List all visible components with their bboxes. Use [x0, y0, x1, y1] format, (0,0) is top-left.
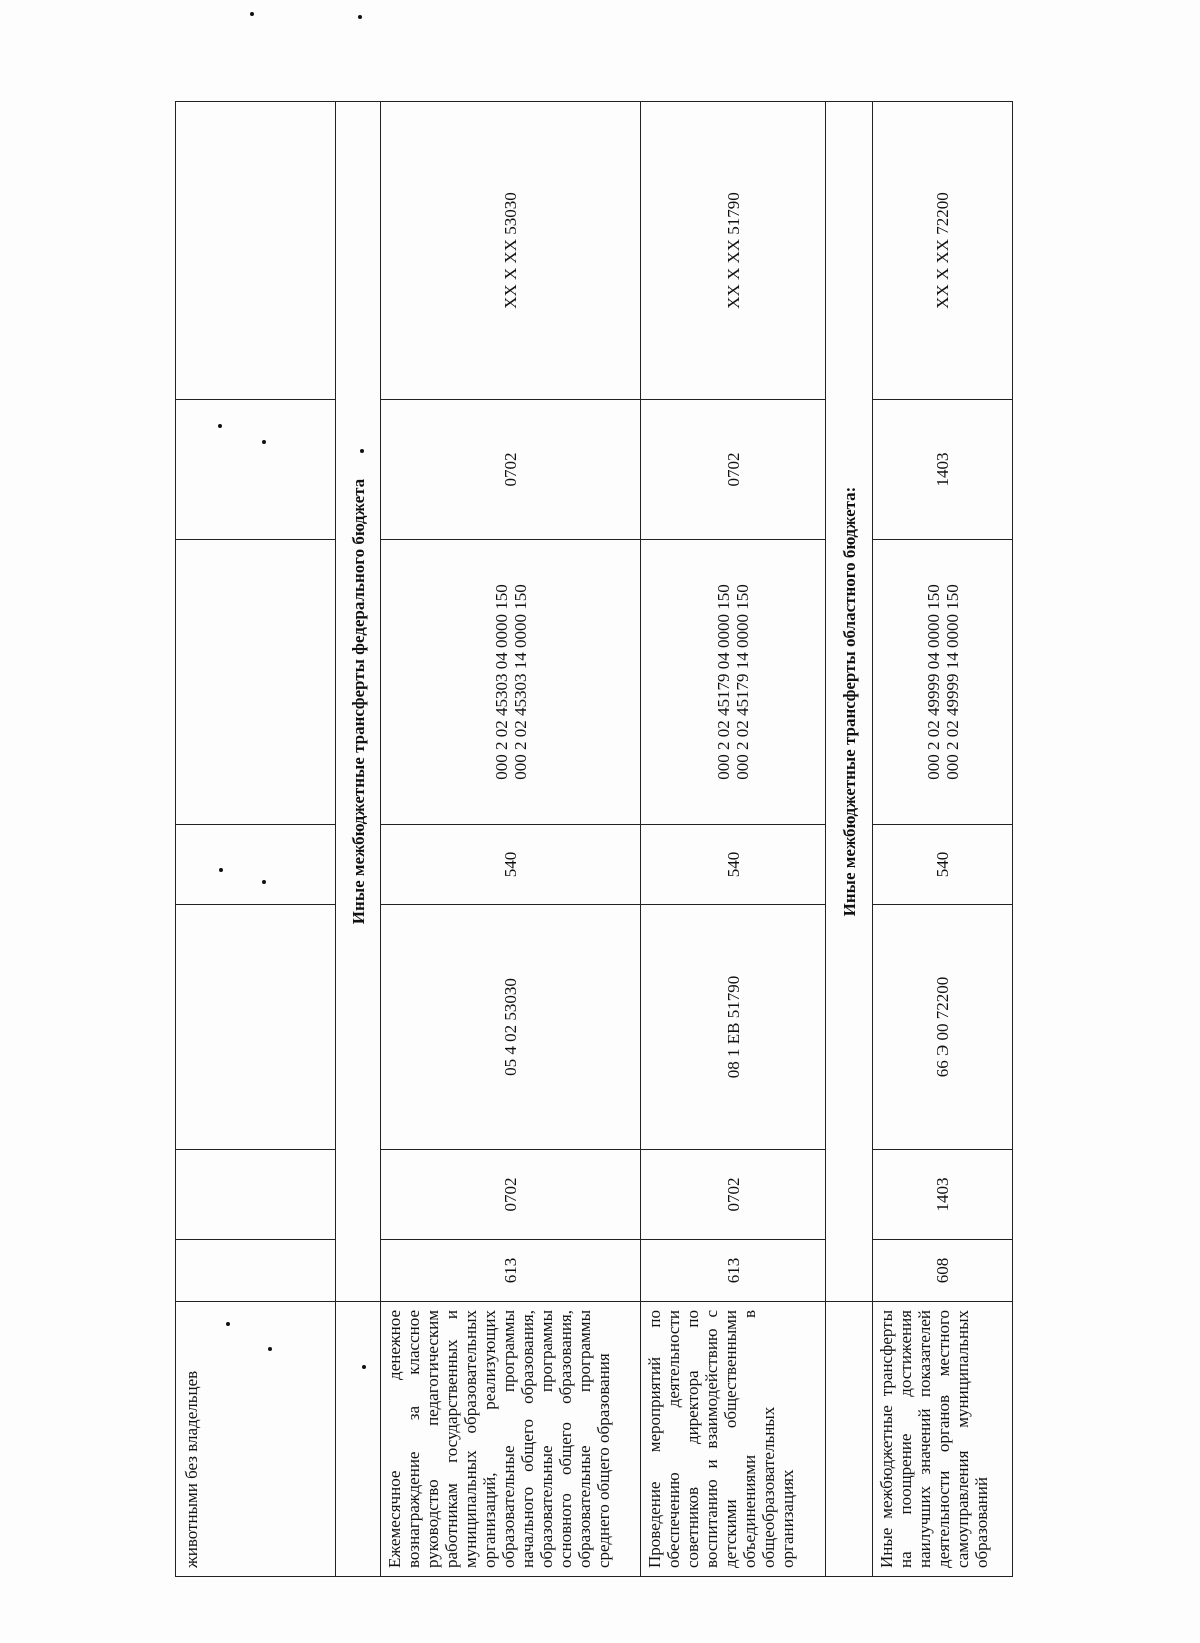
- table-row: [381, 102, 641, 1577]
- table-row: [641, 102, 826, 1577]
- row-grbs: 613: [641, 1240, 826, 1302]
- scan-speck: [250, 12, 254, 16]
- continuation-row: [176, 102, 336, 1577]
- row-description: Иные межбюджетные трансферты на поощрение достижения наилучших значений показателей деятельности органов местного самоуправления муниципальных образований: [873, 1302, 1013, 1577]
- empty-cell: [176, 905, 336, 1150]
- row-section: 0702: [641, 1150, 826, 1240]
- section-title: Иные межбюджетные трансферты федерального бюджета: [336, 102, 381, 1302]
- row-income-codes: [381, 540, 641, 825]
- section-empty-cell: [826, 1302, 873, 1577]
- row-grbs: 608: [873, 1240, 1013, 1302]
- row-section-2: 0702: [381, 400, 641, 540]
- transfers-table: [175, 101, 1013, 1577]
- table-row: [873, 102, 1013, 1577]
- row-code-2: 000 2 02 49999 14 0000 150: [942, 584, 962, 780]
- row-income-codes: [873, 540, 1013, 825]
- row-kod: XX X XX 53030: [381, 102, 641, 400]
- scan-speck: [358, 15, 362, 19]
- row-target: 08 1 ЕВ 51790: [641, 905, 826, 1150]
- row-kod: XX X XX 51790: [641, 102, 826, 400]
- empty-cell: [176, 102, 336, 400]
- rotated-table-wrapper: [175, 102, 1012, 1577]
- section-row: [336, 102, 381, 1577]
- row-description: Проведение мероприятий по обеспечению деятельности советников директора по воспитанию и взаимодействию с детскими общественными объединениями в общеобразовательных организациях: [641, 1302, 826, 1577]
- row-code-1: 000 2 02 49999 04 0000 150: [923, 584, 943, 780]
- row-section: 0702: [381, 1150, 641, 1240]
- section-title: Иные межбюджетные трансферты областного бюджета:: [826, 102, 873, 1302]
- row-section-2: 1403: [873, 400, 1013, 540]
- row-code-2: 000 2 02 45303 14 0000 150: [510, 584, 530, 780]
- row-code-1: 000 2 02 45179 04 0000 150: [714, 584, 733, 780]
- row-target: 66 Э 00 72200: [873, 905, 1013, 1150]
- empty-cell: [176, 1150, 336, 1240]
- row-income-codes: [641, 540, 826, 825]
- row-vr: 540: [641, 825, 826, 905]
- section-empty-cell: [336, 1302, 381, 1577]
- row-code-2: 000 2 02 45179 14 0000 150: [733, 584, 752, 780]
- row-vr: 540: [381, 825, 641, 905]
- row-section-2: 0702: [641, 400, 826, 540]
- section-row: [826, 102, 873, 1577]
- row-grbs: 613: [381, 1240, 641, 1302]
- row-code-1: 000 2 02 45303 04 0000 150: [491, 584, 511, 780]
- row-section: 1403: [873, 1150, 1013, 1240]
- row-vr: 540: [873, 825, 1013, 905]
- row-kod: XX X XX 72200: [873, 102, 1013, 400]
- empty-cell: [176, 540, 336, 825]
- continuation-text: животными без владельцев: [176, 1302, 336, 1577]
- row-description: Ежемесячное денежное вознаграждение за классное руководство педагогическим работникам государственных и муниципальных образовательных организаций, реализующих образовательные программы начального общего образования, образовательные программы основного общего образования, образовательные программы среднего общего образования: [381, 1302, 641, 1577]
- empty-cell: [176, 1240, 336, 1302]
- empty-cell: [176, 825, 336, 905]
- empty-cell: [176, 400, 336, 540]
- row-target: 05 4 02 53030: [381, 905, 641, 1150]
